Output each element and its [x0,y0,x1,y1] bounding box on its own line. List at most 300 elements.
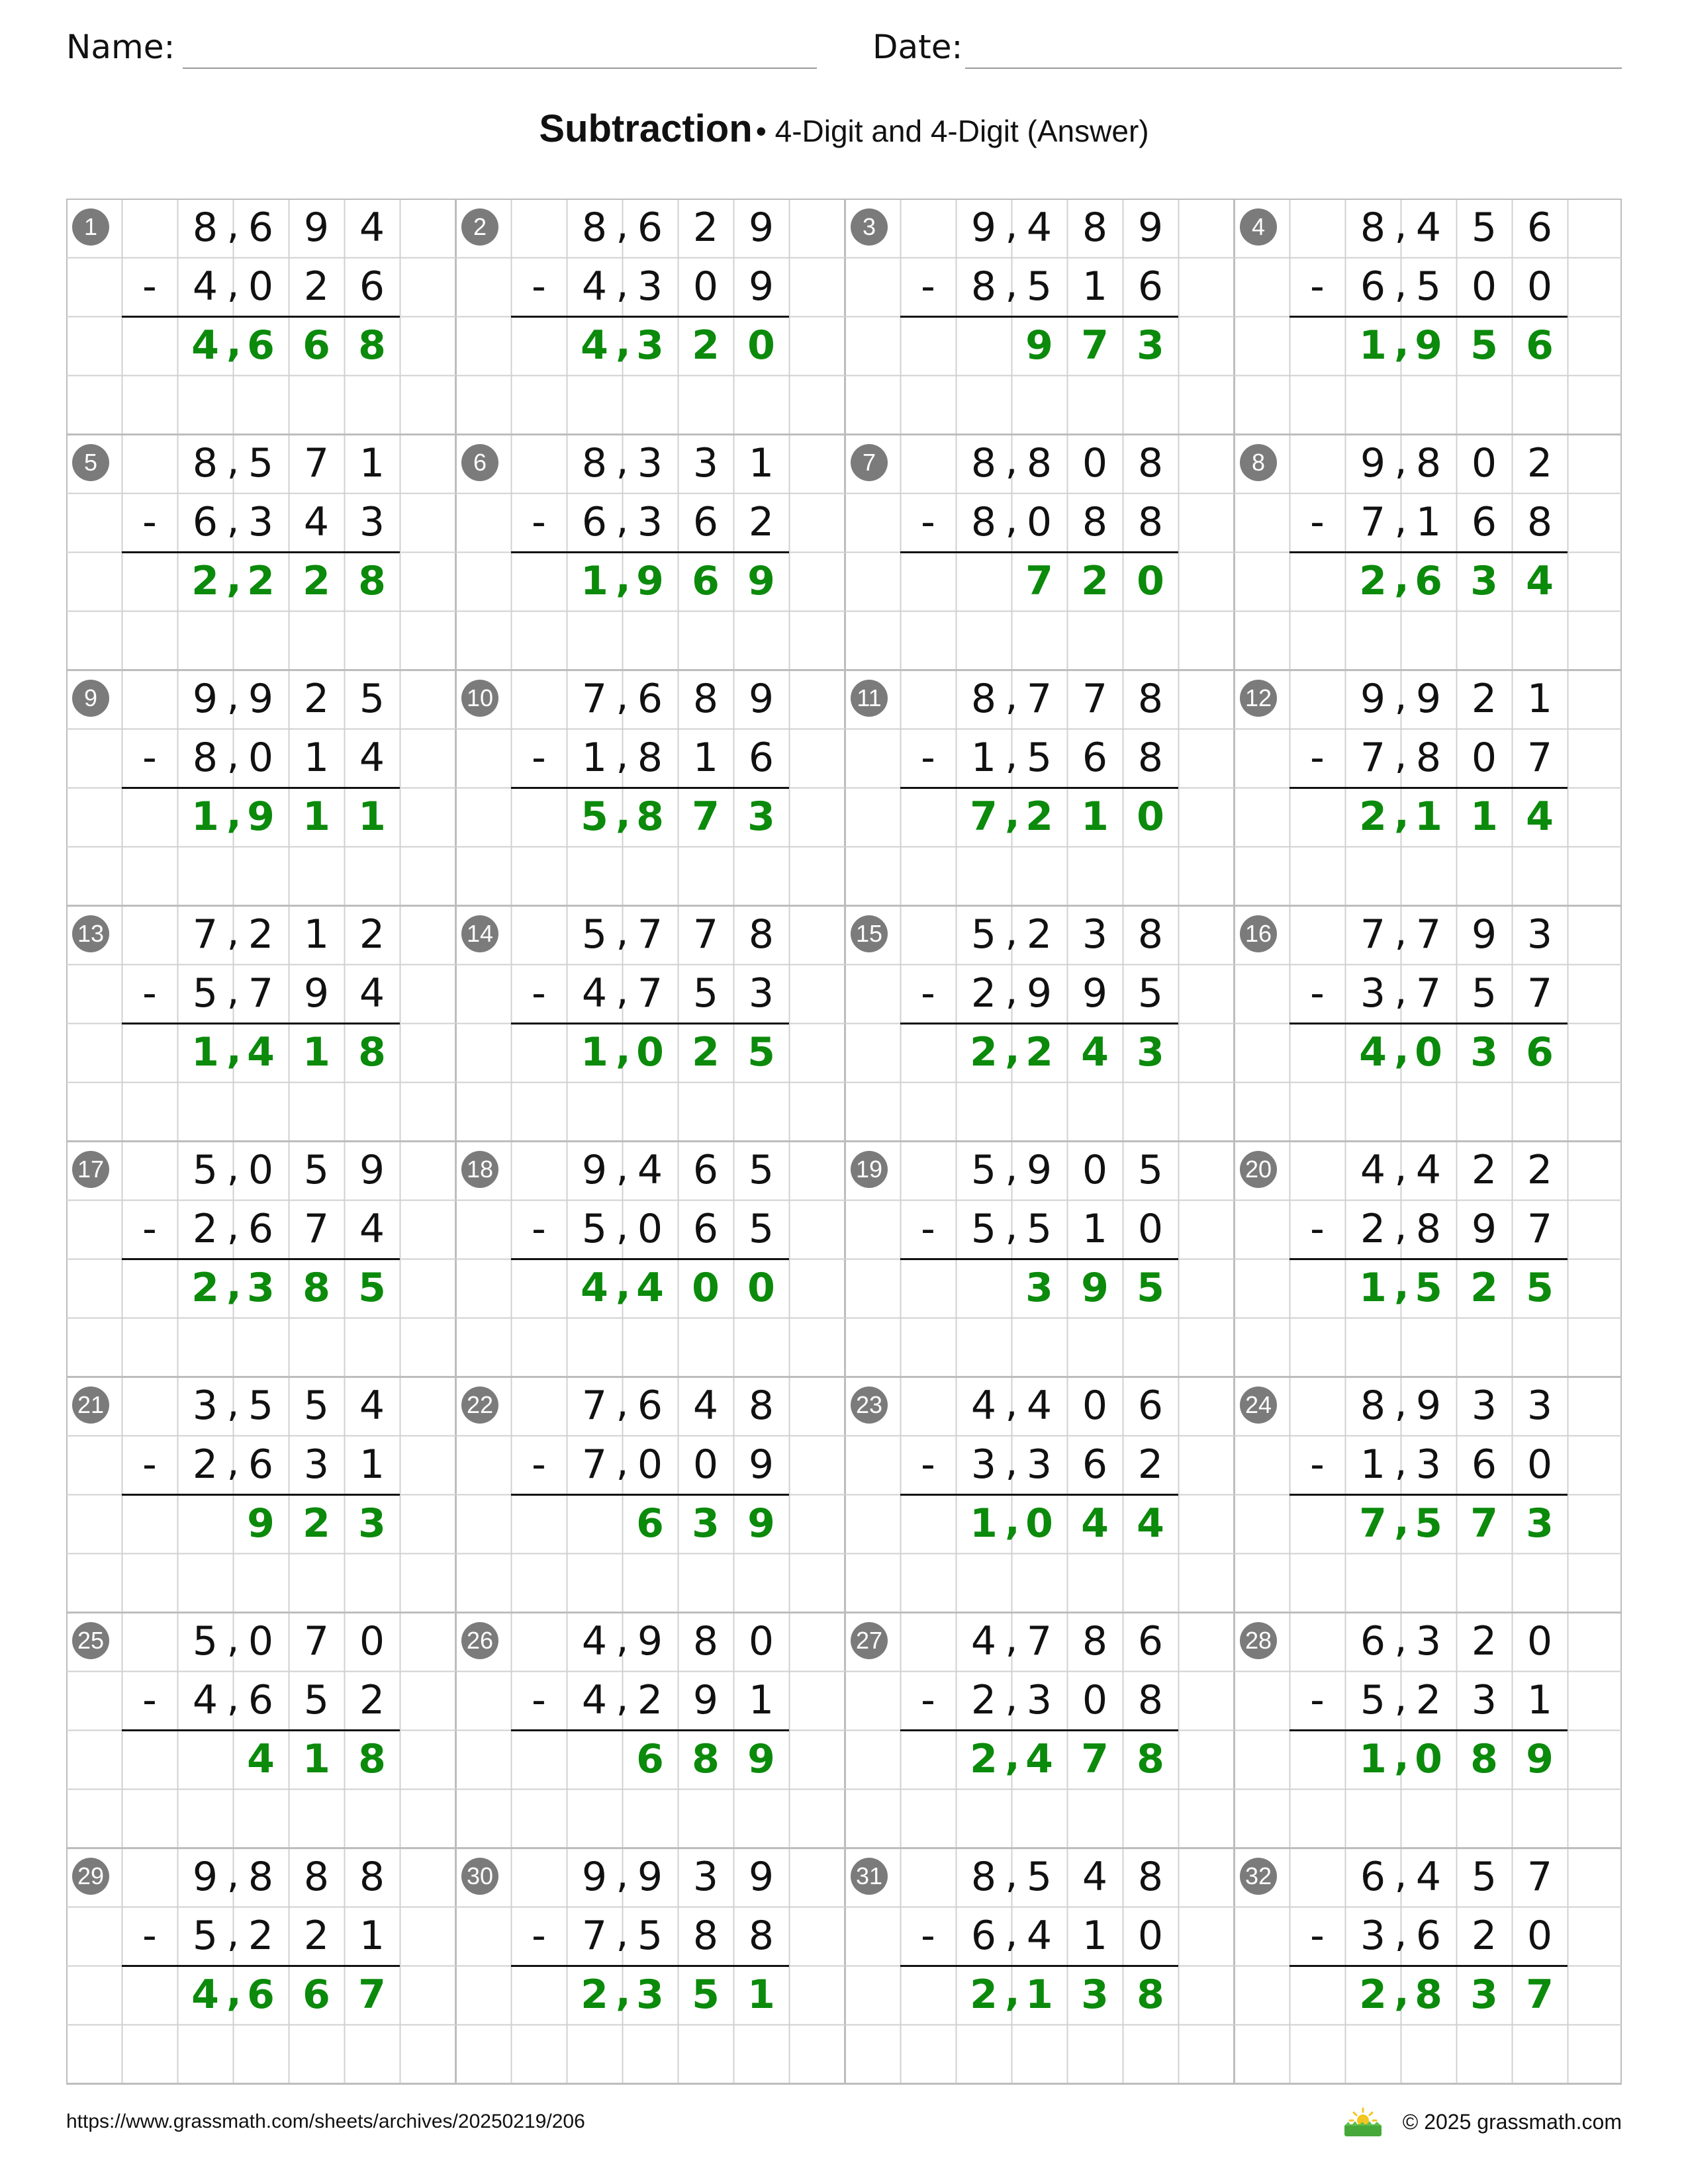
work-space[interactable] [511,1553,789,1612]
problem-17 [66,1141,455,1377]
operand-digit: 0 [1137,1206,1164,1252]
work-space[interactable] [511,1789,789,1848]
operand-digit: 4 [581,1677,608,1723]
problem-9 [66,670,455,905]
operand-digit: 8 [248,1854,274,1900]
operand-digit: 4 [1415,1147,1442,1193]
problem-number-badge: 25 [72,1622,109,1659]
thousands-comma: , [1394,968,1407,1014]
operand-digit: 4 [581,263,608,310]
problem-15 [845,905,1234,1141]
operand-digit: 6 [1360,1618,1386,1664]
problem-18 [455,1141,845,1377]
answer-digit: 3 [747,794,775,840]
operand-digit: 0 [1526,1913,1553,1959]
operand-digit: 4 [1026,205,1053,251]
operand-digit: 4 [1026,1913,1053,1959]
operand-digit: 6 [248,1441,274,1488]
operand-digit: 8 [1137,440,1164,486]
work-space[interactable] [511,1318,789,1377]
operand-digit: 9 [1082,970,1108,1017]
operand-digit: 8 [1415,735,1442,781]
thousands-comma: , [616,732,629,778]
operand-digit: 9 [637,1854,663,1900]
work-space[interactable] [1289,846,1568,905]
answer-digit: 5 [581,794,608,840]
footer-url[interactable]: https://www.grassmath.com/sheets/archives/20250219/206 [66,2111,585,2132]
work-space[interactable] [511,846,789,905]
thousands-comma: , [1394,555,1409,602]
operand-digit: 6 [1137,1618,1164,1664]
problem-number-badge: 26 [461,1622,498,1659]
answer-digit: 2 [191,1265,219,1311]
work-space[interactable] [122,846,400,905]
operand-digit: 9 [303,205,330,251]
problem-20 [1234,1141,1623,1377]
thousands-comma: , [616,909,629,955]
operand-digit: 5 [303,1383,330,1429]
thousands-comma: , [616,673,629,719]
operand-digit: 8 [970,440,997,486]
operand-digit: 7 [1415,911,1442,958]
thousands-comma: , [1394,1144,1407,1191]
operand-digit: 3 [1360,1913,1386,1959]
minus-sign: - [142,1677,157,1723]
answer-digit: 8 [692,1736,720,1782]
operand-digit: 7 [1360,735,1386,781]
operand-digit: 0 [1526,263,1553,310]
operand-digit: 6 [1360,263,1386,310]
thousands-comma: , [226,909,240,955]
operand-digit: 3 [692,440,719,486]
thousands-comma: , [1005,909,1018,955]
operand-digit: 0 [359,1618,385,1664]
work-space[interactable] [900,1553,1178,1612]
problem-8 [1234,434,1623,670]
operand-digit: 9 [1471,911,1497,958]
problem-number-badge: 19 [851,1151,888,1188]
operand-digit: 0 [1471,735,1497,781]
minus-sign: - [921,499,935,545]
operand-digit: 9 [748,263,774,310]
thousands-comma: , [616,1203,629,1250]
operand-digit: 0 [248,1147,274,1193]
thousands-comma: , [1394,1380,1407,1426]
title-main: Subtraction [539,107,753,150]
work-space[interactable] [122,1553,400,1612]
problem-12 [1234,670,1623,905]
operand-digit: 0 [692,263,719,310]
minus-sign: - [1310,1913,1325,1959]
operand-digit: 9 [748,676,774,722]
answer-digit: 8 [358,1736,386,1782]
answer-digit: 1 [358,794,386,840]
operand-digit: 5 [1026,1854,1053,1900]
answer-digit: 9 [1081,1265,1109,1311]
operand-digit: 9 [637,1618,663,1664]
operand-digit: 5 [1137,1147,1164,1193]
operand-digit: 7 [1082,676,1108,722]
answer-digit: 2 [1359,1972,1387,2018]
operand-digit: 7 [581,1441,608,1488]
problem-number-badge: 22 [461,1387,498,1424]
answer-digit: 1 [1359,322,1387,369]
operand-digit: 3 [637,499,663,545]
answer-digit: 2 [303,558,330,604]
operand-digit: 8 [359,1854,385,1900]
answer-digit: 3 [1137,1029,1164,1075]
operand-digit: 4 [303,499,330,545]
operand-digit: 3 [748,970,774,1017]
work-space[interactable] [122,1082,400,1141]
answer-digit: 3 [358,1500,386,1547]
operand-digit: 5 [303,1147,330,1193]
operand-digit: 0 [637,1441,663,1488]
answer-digit: 1 [1359,1736,1387,1782]
work-space[interactable] [122,611,400,670]
thousands-comma: , [616,791,631,837]
operand-digit: 4 [970,1383,997,1429]
answer-digit: 3 [636,1972,664,2018]
answer-digit: 2 [1359,794,1387,840]
work-space[interactable] [900,1082,1178,1141]
problem-number-badge: 5 [72,444,109,481]
thousands-comma: , [1005,437,1018,484]
work-space[interactable] [1289,611,1568,670]
problem-16 [1234,905,1623,1141]
operand-digit: 6 [248,1677,274,1723]
operand-digit: 0 [248,1618,274,1664]
thousands-comma: , [1005,732,1018,778]
answer-digit: 3 [1470,1972,1498,2018]
operand-digit: 2 [192,1206,218,1252]
answer-digit: 2 [692,322,720,369]
minus-sign: - [921,970,935,1017]
minus-sign: - [921,735,935,781]
answer-digit: 0 [636,1029,664,1075]
thousands-comma: , [1394,1674,1407,1721]
work-space[interactable] [1289,375,1568,434]
problem-number-badge: 21 [72,1387,109,1424]
answer-digit: 8 [358,558,386,604]
operand-digit: 2 [692,205,719,251]
work-space[interactable] [900,2025,1178,2083]
work-space[interactable] [122,2025,400,2083]
operand-digit: 1 [1415,499,1442,545]
problem-26 [455,1612,845,1848]
answer-digit: 4 [1526,794,1554,840]
minus-sign: - [1310,499,1325,545]
thousands-comma: , [1005,261,1018,307]
answer-digit: 3 [1470,558,1498,604]
operand-digit: 0 [1526,1441,1553,1488]
problem-30 [455,1848,845,2083]
problem-6 [455,434,845,670]
answer-digit: 6 [1415,558,1442,604]
work-space[interactable] [511,2025,789,2083]
answer-digit: 9 [747,1736,775,1782]
operand-digit: 9 [1415,1383,1442,1429]
thousands-comma: , [1394,1262,1409,1308]
operand-digit: 3 [1026,1677,1053,1723]
operand-digit: 8 [748,1383,774,1429]
operand-digit: 0 [248,735,274,781]
operand-digit: 5 [192,1618,218,1664]
answer-digit: 1 [303,1736,330,1782]
answer-digit: 4 [191,322,219,369]
operand-digit: 4 [192,1677,218,1723]
work-space[interactable] [900,846,1178,905]
thousands-comma: , [616,496,629,543]
minus-sign: - [1310,1206,1325,1252]
answer-digit: 2 [692,1029,720,1075]
problem-25 [66,1612,455,1848]
operand-digit: 2 [1137,1441,1164,1488]
answer-digit: 2 [303,1500,330,1547]
operand-digit: 7 [581,1913,608,1959]
answer-digit: 3 [1025,1265,1053,1311]
operand-digit: 1 [970,735,997,781]
operand-digit: 5 [1360,1677,1386,1723]
operand-digit: 0 [1526,1618,1553,1664]
operand-digit: 5 [192,1913,218,1959]
operand-digit: 7 [1526,970,1553,1017]
operand-digit: 1 [1526,676,1553,722]
answer-digit: 7 [970,794,998,840]
operand-digit: 6 [1082,1441,1108,1488]
thousands-comma: , [226,732,240,778]
answer-digit: 9 [747,1500,775,1547]
answer-digit: 4 [1025,1736,1053,1782]
operand-digit: 0 [1137,1913,1164,1959]
problem-number-badge: 30 [461,1858,498,1895]
problem-number-badge: 14 [461,915,498,952]
answer-digit: 0 [1415,1029,1442,1075]
answer-digit: 5 [692,1972,720,2018]
answer-digit: 5 [1415,1500,1442,1547]
answer-digit: 8 [1470,1736,1498,1782]
thousands-comma: , [226,1203,240,1250]
answer-digit: 4 [581,322,608,369]
operand-digit: 8 [970,499,997,545]
operand-digit: 2 [1471,1913,1497,1959]
title-subtitle: • 4-Digit and 4-Digit (Answer) [755,114,1149,148]
operand-digit: 7 [637,970,663,1017]
work-space[interactable] [1289,1082,1568,1141]
name-label: Name: [66,28,175,66]
thousands-comma: , [1394,1203,1407,1250]
answer-digit: 7 [1359,1500,1387,1547]
thousands-comma: , [226,1262,242,1308]
operand-digit: 4 [1360,1147,1386,1193]
answer-digit: 8 [303,1265,330,1311]
operand-digit: 3 [692,1854,719,1900]
operand-digit: 3 [1471,1677,1497,1723]
answer-digit: 6 [1526,322,1554,369]
problem-number-badge: 3 [851,208,888,246]
work-space[interactable] [511,375,789,434]
operand-digit: 0 [248,263,274,310]
work-space[interactable] [122,1789,400,1848]
operand-digit: 8 [970,1854,997,1900]
work-space[interactable] [1289,2025,1568,2083]
problem-number-badge: 18 [461,1151,498,1188]
operand-digit: 8 [637,735,663,781]
problem-11 [845,670,1234,905]
operand-digit: 5 [1415,263,1442,310]
thousands-comma: , [616,1851,629,1897]
thousands-comma: , [616,320,631,366]
thousands-comma: , [1005,1910,1018,1956]
thousands-comma: , [1005,1203,1018,1250]
answer-digit: 8 [1415,1972,1442,2018]
operand-digit: 5 [248,1383,274,1429]
problem-number-badge: 31 [851,1858,888,1895]
thousands-comma: , [1005,1733,1020,1780]
thousands-comma: , [616,1674,629,1721]
answer-digit: 1 [1081,794,1109,840]
problem-number-badge: 17 [72,1151,109,1188]
answer-digit: 4 [636,1265,664,1311]
operand-digit: 5 [1471,970,1497,1017]
operand-digit: 1 [359,1441,385,1488]
work-space[interactable] [511,1082,789,1141]
answer-digit: 9 [247,1500,275,1547]
answer-digit: 6 [636,1736,664,1782]
problem-number-badge: 29 [72,1858,109,1895]
operand-digit: 3 [303,1441,330,1488]
answer-digit: 6 [303,322,330,369]
operand-digit: 5 [192,1147,218,1193]
thousands-comma: , [226,1969,242,2015]
thousands-comma: , [1005,1969,1020,2015]
work-space[interactable] [511,611,789,670]
minus-sign: - [921,1206,935,1252]
work-space[interactable] [900,1789,1178,1848]
operand-digit: 2 [637,1677,663,1723]
operand-digit: 2 [1360,1206,1386,1252]
operand-digit: 3 [248,499,274,545]
operand-digit: 8 [1137,1854,1164,1900]
operand-digit: 5 [192,970,218,1017]
work-space[interactable] [1289,1553,1568,1612]
operand-digit: 5 [748,1206,774,1252]
problem-32 [1234,1848,1623,2083]
answer-digit: 7 [1526,1972,1554,2018]
minus-sign: - [142,970,157,1017]
operand-digit: 3 [192,1383,218,1429]
thousands-comma: , [1005,968,1018,1014]
thousands-comma: , [1005,791,1020,837]
operand-digit: 7 [303,440,330,486]
answer-digit: 7 [692,794,720,840]
answer-digit: 2 [247,558,275,604]
operand-digit: 9 [692,1677,719,1723]
answer-digit: 6 [636,1500,664,1547]
thousands-comma: , [1394,732,1407,778]
thousands-comma: , [1394,320,1409,366]
operand-digit: 8 [692,1913,719,1959]
minus-sign: - [142,263,157,310]
operand-digit: 3 [1415,1441,1442,1488]
work-space[interactable] [1289,1789,1568,1848]
operand-digit: 3 [1471,1383,1497,1429]
operand-digit: 5 [748,1147,774,1193]
operand-digit: 1 [748,1677,774,1723]
answer-digit: 5 [1526,1265,1554,1311]
work-space[interactable] [900,611,1178,670]
problem-2 [455,199,845,434]
work-space[interactable] [122,1318,400,1377]
thousands-comma: , [1394,202,1407,248]
work-space[interactable] [122,375,400,434]
operand-digit: 0 [1082,1147,1108,1193]
operand-digit: 0 [1471,263,1497,310]
operand-digit: 9 [1471,1206,1497,1252]
minus-sign: - [532,1913,546,1959]
work-space[interactable] [900,1318,1178,1377]
thousands-comma: , [616,1380,629,1426]
operand-digit: 2 [192,1441,218,1488]
operand-digit: 9 [303,970,330,1017]
operand-digit: 1 [1082,1206,1108,1252]
thousands-comma: , [226,673,240,719]
problem-number-badge: 20 [1240,1151,1277,1188]
operand-digit: 1 [692,735,719,781]
operand-digit: 6 [1360,1854,1386,1900]
thousands-comma: , [1394,1615,1407,1662]
operand-digit: 9 [1360,440,1386,486]
work-space[interactable] [900,375,1178,434]
operand-digit: 0 [1471,440,1497,486]
operand-digit: 8 [1415,440,1442,486]
thousands-comma: , [1005,1615,1018,1662]
operand-digit: 4 [359,735,385,781]
problem-number-badge: 6 [461,444,498,481]
operand-digit: 7 [581,676,608,722]
problem-29 [66,1848,455,2083]
operand-digit: 3 [1415,1618,1442,1664]
answer-digit: 3 [636,322,664,369]
problem-21 [66,1377,455,1612]
operand-digit: 5 [1026,1206,1053,1252]
operand-digit: 9 [581,1147,608,1193]
answer-digit: 0 [1415,1736,1442,1782]
operand-digit: 8 [1137,499,1164,545]
operand-digit: 4 [359,1206,385,1252]
operand-digit: 2 [303,1913,330,1959]
problem-27 [845,1612,1234,1848]
thousands-comma: , [1394,1851,1407,1897]
operand-digit: 6 [637,205,663,251]
operand-digit: 3 [1360,970,1386,1017]
work-space[interactable] [1289,1318,1568,1377]
minus-sign: - [921,1913,935,1959]
date-line[interactable] [965,68,1622,69]
operand-digit: 8 [748,911,774,958]
name-line[interactable] [183,68,817,69]
answer-digit: 1 [191,1029,219,1075]
minus-sign: - [1310,1677,1325,1723]
operand-digit: 4 [359,205,385,251]
thousands-comma: , [1394,1026,1409,1073]
operand-digit: 3 [1526,1383,1553,1429]
operand-digit: 2 [970,970,997,1017]
problem-number-badge: 7 [851,444,888,481]
minus-sign: - [142,1913,157,1959]
operand-digit: 2 [248,911,274,958]
operand-digit: 9 [1026,1147,1053,1193]
